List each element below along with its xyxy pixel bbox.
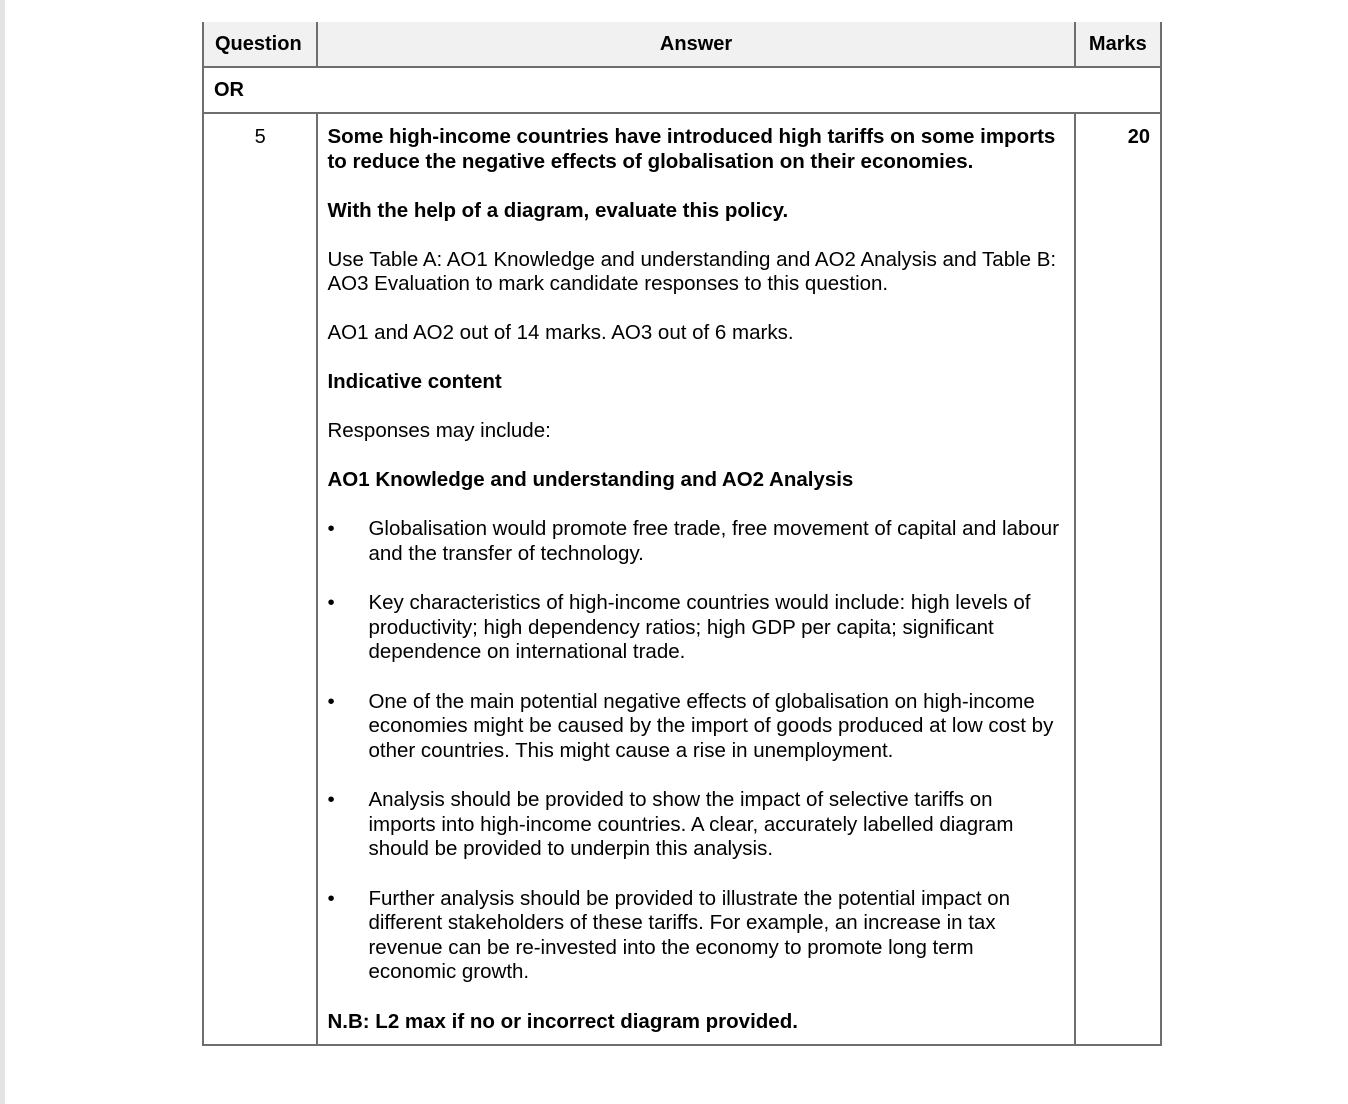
question-prompt: Some high-income countries have introduced high tariffs on some imports to reduce the negative effects of globalisation on their economies. <box>327 125 1056 173</box>
list-item <box>327 517 1063 566</box>
bullet-icon: • <box>327 591 335 614</box>
marks-split: AO1 and AO2 out of 14 marks. AO3 out of 6 marks. <box>327 321 794 344</box>
indicative-content-heading: Indicative content <box>327 370 502 393</box>
bullet-icon: • <box>327 886 335 910</box>
list-item <box>327 591 1063 665</box>
section-heading: AO1 Knowledge and understanding and AO2 Analysis <box>327 468 854 491</box>
indicative-bullet-list <box>327 517 1063 985</box>
list-item <box>327 788 1063 862</box>
or-label: OR <box>203 67 1161 113</box>
question-number: 5 <box>203 113 317 1045</box>
bullet-text: Further analysis should be provided to illustrate the potential impact on different stakeholders of these tariffs. For example, an increase in tax revenue can be re-invested into the economy to promote long term economic growth. <box>368 886 1011 983</box>
bullet-text: Globalisation would promote free trade, free movement of capital and labour and the transfer of technology. <box>368 517 1060 565</box>
bullet-icon: • <box>327 689 335 713</box>
marking-instruction: Use Table A: AO1 Knowledge and understanding and AO2 Analysis and Table B: AO3 Evaluation to mark candidate responses to this question. <box>327 247 1057 295</box>
header-answer: Answer <box>317 22 1074 67</box>
bullet-text: Analysis should be provided to show the impact of selective tariffs on imports into high-income countries. A clear, accurately labelled diagram should be provided to underpin this analysis. <box>368 788 1014 860</box>
table-header-row <box>203 22 1161 67</box>
question-task: With the help of a diagram, evaluate this policy. <box>327 198 789 222</box>
diagram-note: N.B: L2 max if no or incorrect diagram provided. <box>327 1009 798 1033</box>
page-edge-strip <box>0 0 5 1104</box>
header-question: Question <box>203 22 317 67</box>
list-item <box>327 690 1063 764</box>
marks-value: 20 <box>1075 113 1161 1045</box>
bullet-icon: • <box>327 517 335 540</box>
responses-intro: Responses may include: <box>327 419 551 442</box>
mark-scheme-table <box>202 22 1162 1046</box>
answer-cell <box>317 113 1074 1045</box>
or-row <box>203 67 1161 113</box>
header-marks: Marks <box>1075 22 1161 67</box>
list-item <box>327 887 1063 985</box>
bullet-text: Key characteristics of high-income countries would include: high levels of productivity; high dependency ratios; high GDP per capita; significant dependence on international trade. <box>368 591 1031 663</box>
bullet-text: One of the main potential negative effects of globalisation on high-income economies might be caused by the import of goods produced at low cost by other countries. This might cause a rise in unemployment. <box>368 689 1054 762</box>
bullet-icon: • <box>327 788 335 811</box>
table-row <box>203 113 1161 1045</box>
